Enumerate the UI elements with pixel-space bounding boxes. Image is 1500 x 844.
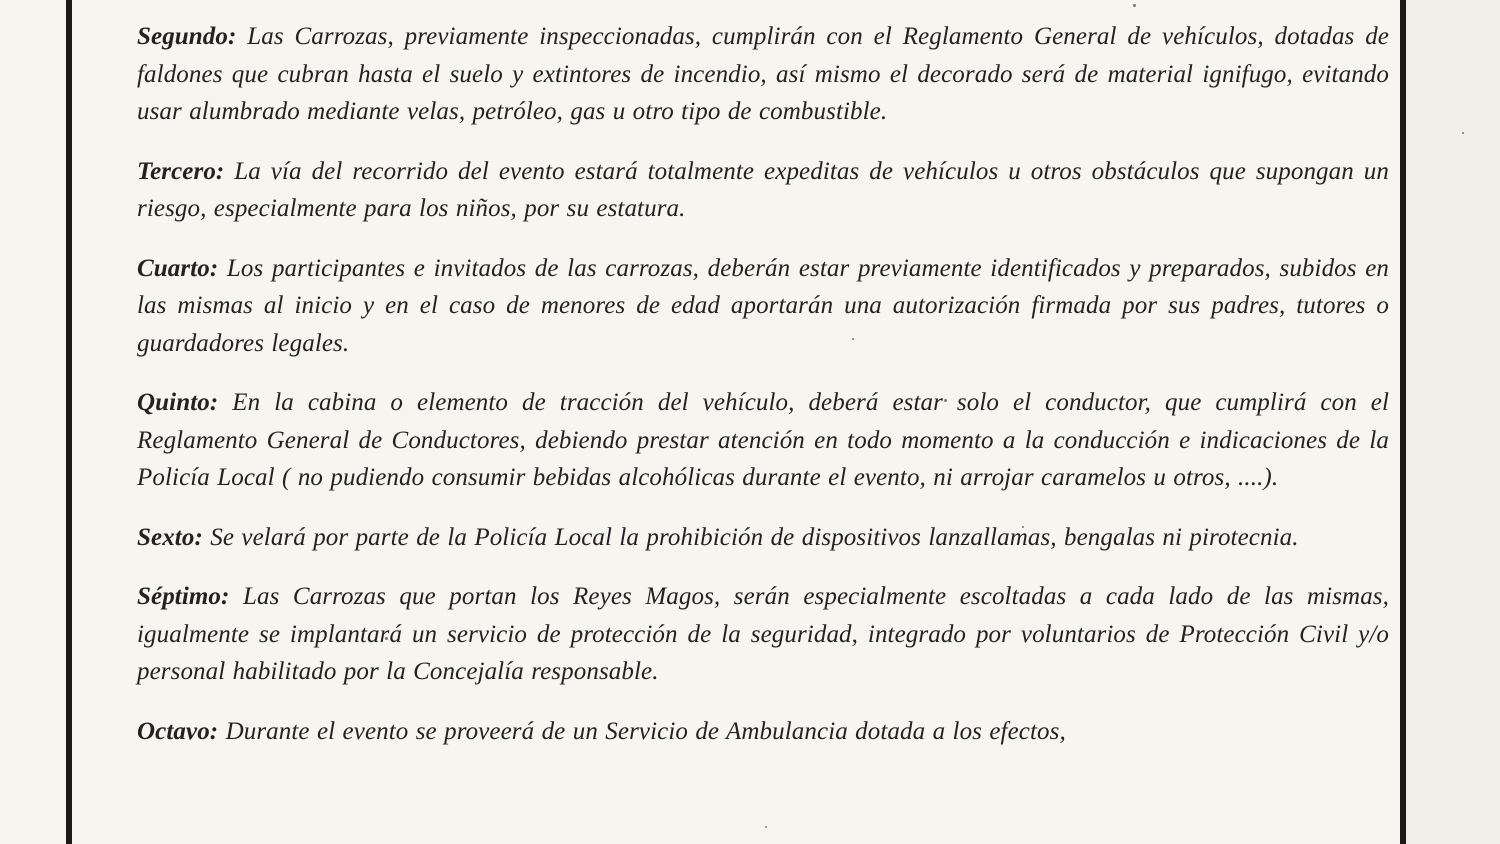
clause-text: Durante el evento se proveerá de un Servicio de Ambulancia dotada a los efectos,	[225, 717, 1066, 745]
clause-septimo	[137, 578, 1389, 691]
clause-text: Los participantes e invitados de las carrozas, deberán estar previamente identificados y preparados, subidos en las mismas al inicio y en el caso de menores de edad aportarán una autorización firmada por sus padres, tutores o guardadores legales.	[137, 254, 1390, 357]
clauses-list	[137, 18, 1389, 772]
clause-heading: Séptimo:	[137, 583, 230, 610]
clause-sexto	[137, 519, 1389, 557]
clause-heading: Quinto:	[137, 389, 219, 416]
page-right-margin	[1406, 0, 1500, 844]
clause-text: Las Carrozas que portan los Reyes Magos, serán especialmente escoltadas a cada lado de las mismas, igualmente se implantará un servicio de protección de la seguridad, integrado por voluntarios de Protección Civil y/o personal habilitado por la Concejalía responsable.	[137, 583, 1389, 685]
clause-text: Las Carrozas, previamente inspeccionadas, cumplirán con el Reglamento General de vehículos, dotadas de faldones que cubran hasta el suelo y extintores de incendio, así mismo el decorado será de material ignifugo, evitando usar alumbrado mediante velas, petróleo, gas u otro tipo de combustible.	[137, 23, 1389, 125]
clause-text: La vía del recorrido del evento estará totalmente expeditas de vehículos u otros obstáculos que supongan un riesgo, especialmente para los niños, por su estatura.	[137, 157, 1389, 222]
scan-speck	[765, 826, 767, 828]
clause-tercero	[137, 153, 1389, 228]
page-border-left	[66, 0, 72, 844]
clause-heading: Cuarto:	[137, 254, 219, 282]
clause-segundo	[137, 18, 1389, 131]
clause-octavo	[137, 713, 1389, 751]
clause-text: Se velará por parte de la Policía Local la prohibición de dispositivos lanzallamas, bengalas ni pirotecnia.	[210, 523, 1299, 551]
clause-cuarto	[137, 250, 1389, 363]
clause-heading: Segundo:	[137, 23, 237, 50]
clause-text: En la cabina o elemento de tracción del vehículo, deberá estar solo el conductor, que cumplirá con el Reglamento General de Conductores, debiendo prestar atención en todo momento a la conducción e indicaciones de la Policía Local ( no pudiendo consumir bebidas alcohólicas durante el evento, ni arrojar caramelos u otros, ....).	[137, 389, 1390, 491]
clause-heading: Tercero:	[137, 157, 225, 185]
scan-speck	[1133, 4, 1136, 7]
clause-heading: Octavo:	[137, 717, 219, 745]
scan-speck	[1462, 132, 1464, 134]
clause-heading: Sexto:	[137, 523, 203, 551]
clause-quinto	[137, 384, 1389, 497]
